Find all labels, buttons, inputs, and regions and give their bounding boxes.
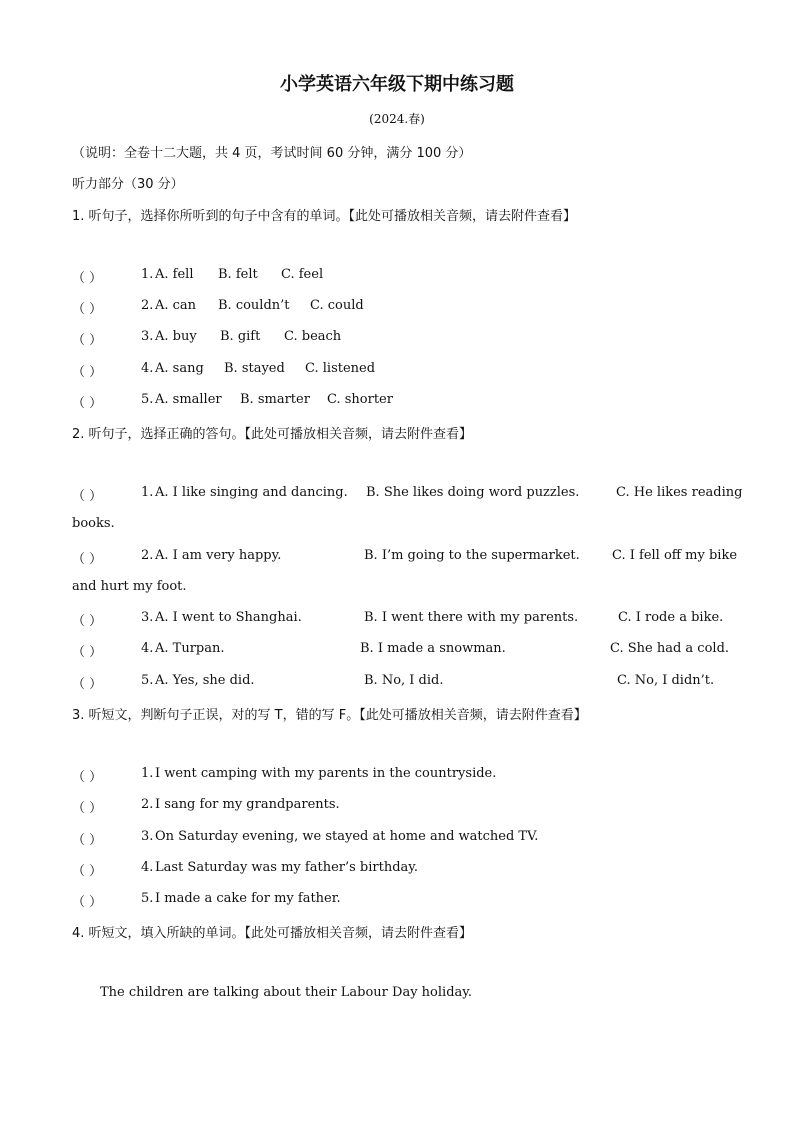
item-number: 5. [141, 673, 154, 688]
option-b: B. No, I did. [364, 673, 444, 688]
option-a: A. sang [155, 361, 204, 376]
option-c: C. feel [281, 267, 324, 282]
option-a: A. I went to Shanghai. [155, 610, 302, 625]
option-c: C. He likes reading [616, 485, 743, 500]
option-b: B. I went there with my parents. [364, 610, 579, 625]
option-c: C. She had a cold. [610, 641, 730, 656]
item-number: 5. [141, 891, 154, 906]
option-a: A. buy [155, 329, 197, 344]
option-a: A. smaller [155, 392, 222, 407]
option-a: A. fell [155, 267, 194, 282]
option-b: B. I’m going to the supermarket. [364, 548, 580, 563]
answer-blank[interactable]: （ ） [72, 864, 103, 879]
option-a: A. I am very happy. [155, 548, 282, 563]
option-b: B. couldn’t [218, 298, 290, 313]
option-c-continuation: and hurt my foot. [72, 579, 187, 594]
q4-passage: The children are talking about their Labour Day holiday. [100, 985, 473, 1000]
item-number: 2. [141, 298, 154, 313]
answer-blank[interactable]: （ ） [72, 895, 103, 910]
option-c: C. listened [305, 361, 376, 376]
q4-heading: 4. 听短文，填入所缺的单词。【此处可播放相关音频，请去附件查看】 [72, 926, 473, 941]
item-number: 4. [141, 641, 154, 656]
item-number: 1. [141, 766, 154, 781]
page-subtitle: (2024.春) [369, 112, 425, 126]
item-number: 3. [141, 610, 154, 625]
option-a: A. Yes, she did. [155, 673, 255, 688]
option-b: B. felt [218, 267, 258, 282]
item-number: 3. [141, 329, 154, 344]
option-b: B. stayed [224, 361, 285, 376]
section-listening-heading: 听力部分（30 分） [72, 177, 184, 192]
exam-note: （说明：全卷十二大题，共 4 页，考试时间 60 分钟，满分 100 分） [72, 146, 472, 161]
statement-text: I went camping with my parents in the countryside. [155, 766, 497, 781]
item-number: 1. [141, 485, 154, 500]
answer-blank[interactable]: （ ） [72, 552, 103, 567]
answer-blank[interactable]: （ ） [72, 614, 103, 629]
option-b: B. gift [220, 329, 261, 344]
answer-blank[interactable]: （ ） [72, 271, 103, 286]
answer-blank[interactable]: （ ） [72, 333, 103, 348]
statement-text: I made a cake for my father. [155, 891, 341, 906]
option-a: A. Turpan. [155, 641, 225, 656]
option-b: B. I made a snowman. [360, 641, 506, 656]
item-number: 2. [141, 797, 154, 812]
option-c: C. shorter [327, 392, 393, 407]
option-b: B. smarter [240, 392, 310, 407]
item-number: 3. [141, 829, 154, 844]
option-a: A. I like singing and dancing. [155, 485, 348, 500]
statement-text: Last Saturday was my father’s birthday. [155, 860, 419, 875]
page-title: 小学英语六年级下期中练习题 [280, 74, 514, 95]
option-c: C. I rode a bike. [618, 610, 724, 625]
option-c: C. beach [284, 329, 342, 344]
item-number: 1. [141, 267, 154, 282]
option-b: B. She likes doing word puzzles. [366, 485, 580, 500]
statement-text: On Saturday evening, we stayed at home and watched TV. [155, 829, 539, 844]
option-c-continuation: books. [72, 516, 115, 531]
item-number: 4. [141, 361, 154, 376]
option-c: C. No, I didn’t. [617, 673, 715, 688]
answer-blank[interactable]: （ ） [72, 645, 103, 660]
item-number: 5. [141, 392, 154, 407]
q1-heading: 1. 听句子，选择你所听到的句子中含有的单词。【此处可播放相关音频，请去附件查看】 [72, 209, 577, 224]
q3-heading: 3. 听短文，判断句子正误，对的写 T，错的写 F。【此处可播放相关音频，请去附件查看】 [72, 708, 587, 723]
answer-blank[interactable]: （ ） [72, 801, 103, 816]
option-a: A. can [155, 298, 197, 313]
answer-blank[interactable]: （ ） [72, 396, 103, 411]
item-number: 4. [141, 860, 154, 875]
answer-blank[interactable]: （ ） [72, 365, 103, 380]
answer-blank[interactable]: （ ） [72, 770, 103, 785]
answer-blank[interactable]: （ ） [72, 677, 103, 692]
statement-text: I sang for my grandparents. [155, 797, 340, 812]
answer-blank[interactable]: （ ） [72, 302, 103, 317]
answer-blank[interactable]: （ ） [72, 489, 103, 504]
option-c: C. I fell off my bike [612, 548, 738, 563]
q2-heading: 2. 听句子，选择正确的答句。【此处可播放相关音频，请去附件查看】 [72, 427, 473, 442]
option-c: C. could [310, 298, 364, 313]
item-number: 2. [141, 548, 154, 563]
answer-blank[interactable]: （ ） [72, 833, 103, 848]
